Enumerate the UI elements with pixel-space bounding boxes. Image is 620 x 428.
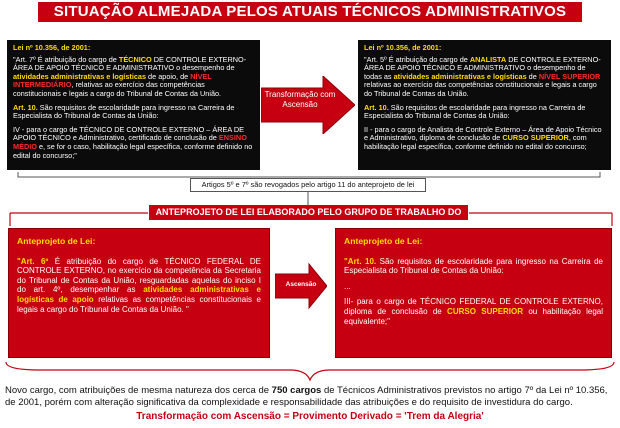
box-header: Lei nº 10.356, de 2001:	[13, 43, 91, 52]
box-header: Anteprojeto de Lei:	[344, 236, 423, 246]
ascension-arrow	[275, 260, 327, 312]
item-iv-paragraph: IV - para o cargo de TÉCNICO DE CONTROLE EXTERNO – ÁREA DE APOIO TÉCNICO e Administrativo, certificado de conclusão de ENSINO MÉDIO e, se for o caso, habilitação legal específica, conforme definido no edital do concurso;"	[13, 124, 253, 160]
arrow-label: Transformação com Ascensão	[264, 90, 336, 109]
footer-conclusion: Transformação com Ascensão = Provimento Derivado = 'Trem da Alegria'	[136, 411, 484, 422]
revoked-note: Artigos 5º e 7º são revogados pelo artigo 11 do anteprojeto de lei	[190, 178, 426, 192]
draft-law-art6-box	[8, 228, 270, 358]
art10-paragraph: "Art. 10. São requisitos de escolaridade para ingresso na Carreira de Especialista do Tribunal de Contas da União:	[344, 256, 603, 276]
art10-paragraph: Art. 10. São requisitos de escolaridade para ingresso na Carreira de Especialista do Tribunal de Contas da União:	[13, 102, 235, 121]
anteprojeto-title: ANTEPROJETO DE LEI ELABORADO PELO GRUPO DE TRABALHO DO TCU	[149, 205, 468, 220]
art6-paragraph: "Art. 6º É atribuição do cargo de TÉCNICO FEDERAL DE CONTROLE EXTERNO, no exercício da competência da Secretaria do Tribunal de Contas da União, resguardadas aquelas do inciso I do art. 4º, desempenhar as atividades administrativas e logísticas de apoio relativas as competências constitucionais e legais a cargo do Tribunal de Contas da União. "	[17, 256, 262, 314]
art7-paragraph: "Art. 7º É atribuição do cargo de TÉCNICO DE CONTROLE EXTERNO-ÁREA DE APOIO TÉCNICO E ADMINISTRATIVO o desempenho de atividades administrativas e logísticas de apoio, de NÍVEL INTERMEDIÁRIO, relativas ao exercício das competências constitucionais e legais a cargo do Tribunal de Contas da União.	[13, 54, 247, 98]
art5-paragraph: "Art. 5º É atribuição do cargo de ANALISTA DE CONTROLE EXTERNO-ÁREA DE APOIO TÉCNICO E ADMINISTRATIVO o desempenho de todas as atividades administrativas e logísticas de NÍVEL SUPERIOR relativas ao exercício das competências constitucionais e legais a cargo do Tribunal de Contas da União.	[364, 54, 601, 98]
box-header: Lei nº 10.356, de 2001:	[364, 43, 442, 52]
page-title: SITUAÇÃO ALMEJADA PELOS ATUAIS TÉCNICOS ADMINISTRATIVOS	[0, 3, 620, 20]
summary-note: Novo cargo, com atribuições de mesma natureza dos cerca de 750 cargos de Técnicos Administrativos previstos no artigo 7º da Lei nº 10.356, de 2001, porém com alteração significativa da complexidade e responsabilidade das atribuições e do requisito de investidura do cargo.	[5, 385, 608, 408]
art10-paragraph: Art. 10. São requisitos de escolaridade para ingresso na Carreira de Especialista do Tribunal de Contas da União:	[364, 102, 586, 121]
item-iii-paragraph: III- para o cargo de TÉCNICO FEDERAL DE CONTROLE EXTERNO, diploma de conclusão de CURSO SUPERIOR ou habilitação legal equivalente;"	[344, 297, 603, 326]
ellipsis-paragraph: ...	[344, 281, 351, 291]
box-header: Anteprojeto de Lei:	[17, 236, 96, 246]
draft-law-art10-box	[335, 228, 612, 358]
ascension-label: Ascensão	[285, 281, 317, 288]
item-ii-paragraph: II - para o cargo de Analista de Controle Externo – Área de Apoio Técnico e Administrativo, diploma de conclusão de CURSO SUPERIOR, com habilitação legal específica, conforme definido no edital do concurso;	[364, 124, 602, 151]
